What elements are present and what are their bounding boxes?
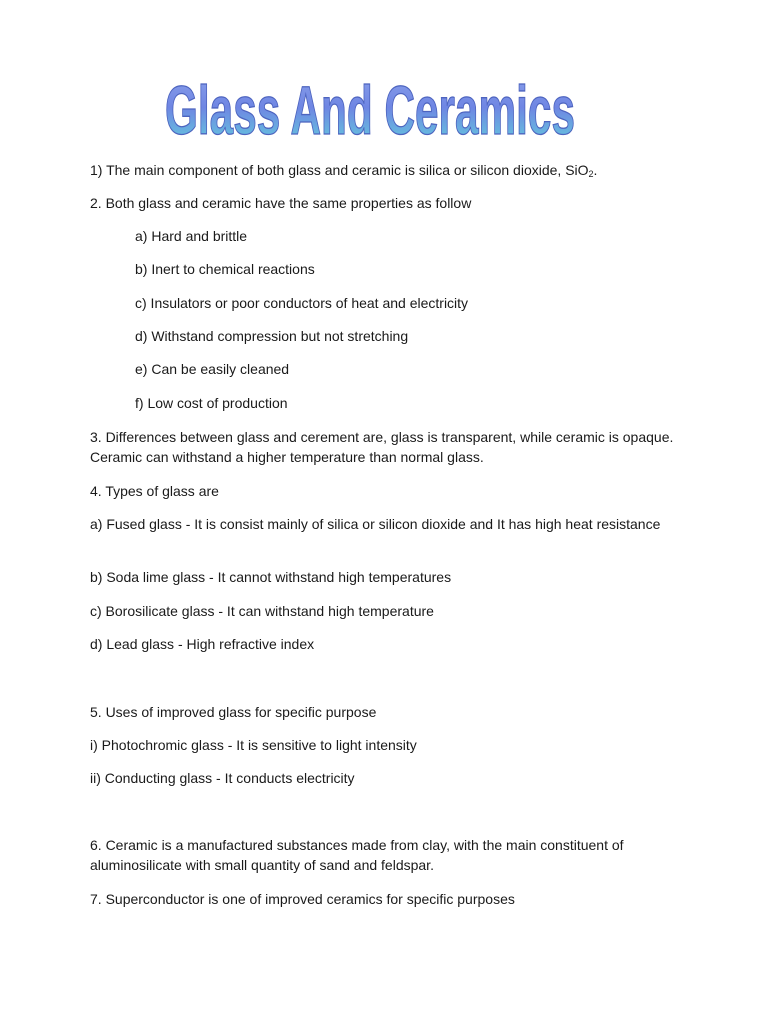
paragraph-4: 4. Types of glass are: [90, 483, 219, 499]
paragraph-7: 7. Superconductor is one of improved ceramics for specific purposes: [90, 891, 515, 907]
property-a: a) Hard and brittle: [135, 228, 248, 244]
property-b: b) Inert to chemical reactions: [135, 261, 315, 277]
paragraph-3: 3. Differences between glass and cerement are, glass is transparent, while ceramic is opaque. Ceramic can withstand a higher temperature than normal glass.: [90, 429, 674, 465]
title-text: Glass And Ceramics: [165, 72, 576, 150]
glass-type-b: b) Soda lime glass - It cannot withstand high temperatures: [90, 569, 452, 585]
glass-use-ii: ii) Conducting glass - It conducts electricity: [90, 770, 355, 786]
paragraph-1: [90, 160, 597, 180]
property-d: d) Withstand compression but not stretching: [135, 328, 409, 344]
glass-type-d: d) Lead glass - High refractive index: [90, 636, 315, 652]
glass-type-a: a) Fused glass - It is consist mainly of silica or silicon dioxide and It has high heat resistance: [90, 516, 661, 532]
paragraph-6: 6. Ceramic is a manufactured substances made from clay, with the main constituent of aluminosilicate with small quantity of sand and feldspar.: [90, 837, 624, 873]
document-title: [160, 62, 580, 152]
paragraph-5: 5. Uses of improved glass for specific purpose: [90, 704, 377, 720]
paragraph-2: 2. Both glass and ceramic have the same properties as follow: [90, 195, 472, 211]
property-c: c) Insulators or poor conductors of heat and electricity: [135, 295, 469, 311]
subscript-2: 2: [588, 169, 594, 179]
p1-text: 1) The main component of both glass and ceramic is silica or silicon dioxide, SiO: [90, 162, 589, 178]
property-f: f) Low cost of production: [135, 395, 288, 411]
glass-use-i: i) Photochromic glass - It is sensitive to light intensity: [90, 737, 417, 753]
wordart-title: [160, 62, 580, 152]
property-e: e) Can be easily cleaned: [135, 361, 290, 377]
p1-period: .: [593, 162, 598, 178]
glass-type-c: c) Borosilicate glass - It can withstand high temperature: [90, 603, 434, 619]
